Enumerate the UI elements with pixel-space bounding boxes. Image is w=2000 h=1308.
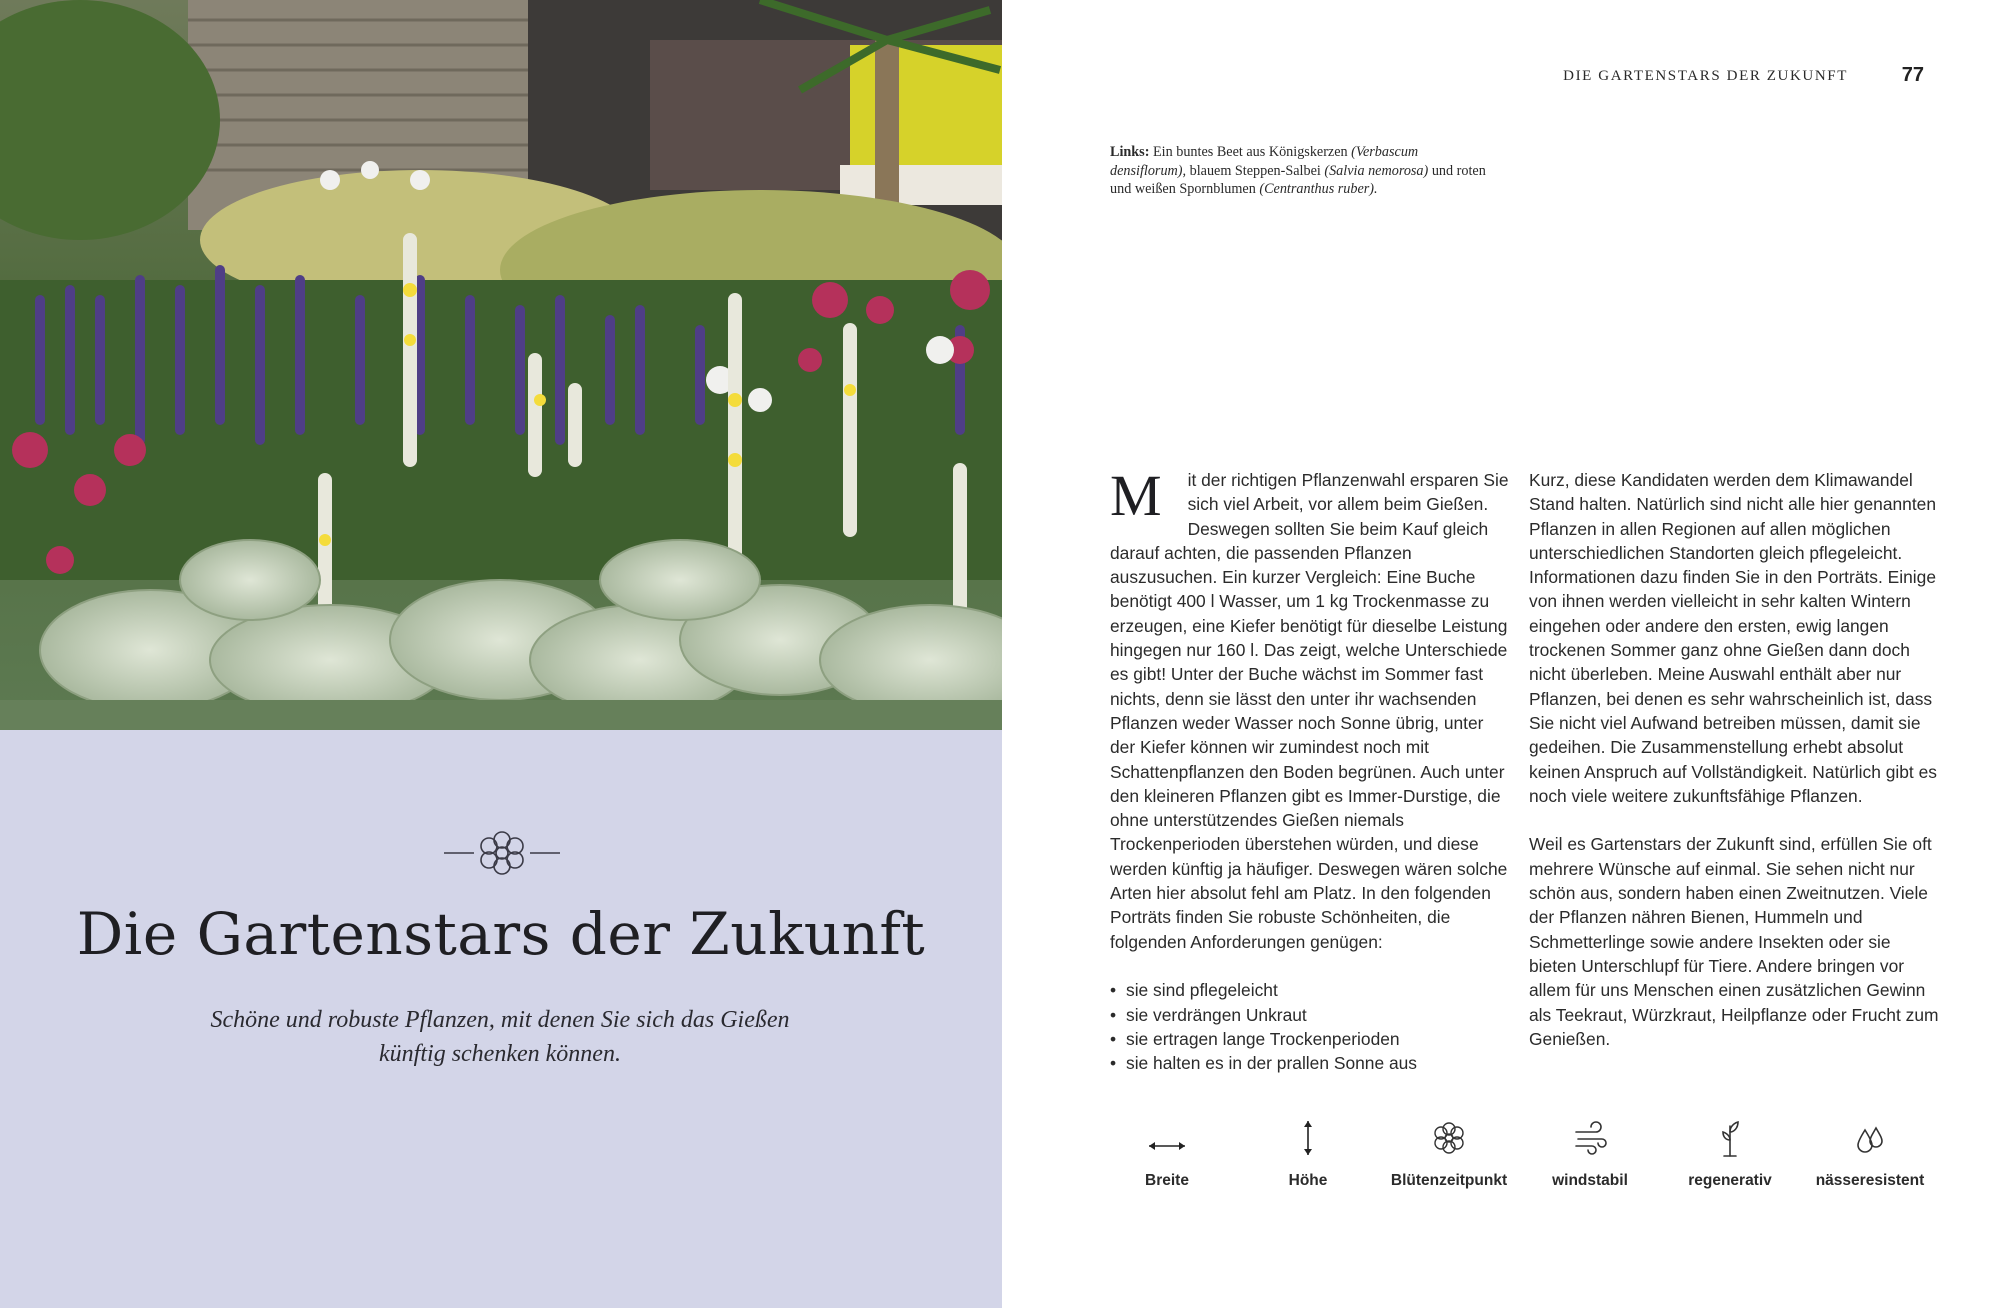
flower-icon bbox=[1427, 1118, 1471, 1158]
chapter-subtitle bbox=[150, 1003, 850, 1071]
legend-item-wet-resistant bbox=[1800, 1118, 1940, 1190]
body-paragraph-1: it der richtigen Pflanzenwahl ersparen Sie sich viel Arbeit, vor allem beim Gießen. Deswegen sollten Sie beim Kauf gleich darauf achten, die passenden Pflanzen auszusuchen. Ein kurzer Vergleich: Eine Buche benötigt 400 l Wasser, um 1 kg Trockenmasse zu erzeugen, eine Kiefer benötigt für dieselbe Leistung hingegen nur 160 l. Das zeigt, welche Unterschiede es gibt! Unter der Buche wächst im Sommer fast nichts, denn sie lässt den unter ihr wachsenden Pflanzen weder Wasser noch Sonne übrig, unter der Kiefer können wir zumindest noch mit Schattenpflanzen den Boden begrünen. Auch unter den kleineren Pflanzen gibt es Immer-Durstige, die ohne unterstützendes Gießen niemals Trockenperioden überstehen würden, und diese werden künftig ja häufiger. Deswegen wären solche Arten hier absolut fehl am Platz. In den folgenden Porträts finden Sie robuste Schönheiten, die folgenden Anforderungen genügen: bbox=[1110, 470, 1509, 952]
flower-ornament-icon bbox=[440, 825, 564, 881]
legend-label: Breite bbox=[1145, 1172, 1189, 1189]
legend-label: Höhe bbox=[1288, 1172, 1328, 1189]
legend-label: windstabil bbox=[1552, 1172, 1628, 1189]
drop-cap: M bbox=[1110, 463, 1162, 528]
legend-item-width bbox=[1097, 1118, 1237, 1190]
list-item: • sie halten es in der prallen Sonne aus bbox=[1110, 1051, 1510, 1075]
body-column-left bbox=[1110, 463, 1510, 1075]
legend-label: regenerativ bbox=[1688, 1172, 1772, 1189]
caption-text-1: Ein buntes Beet aus Königskerzen bbox=[1149, 144, 1352, 160]
list-item: • sie ertragen lange Trockenperioden bbox=[1110, 1027, 1510, 1051]
wind-icon bbox=[1568, 1118, 1612, 1158]
legend-item-regenerative bbox=[1660, 1118, 1800, 1190]
list-item: • sie verdrängen Unkraut bbox=[1110, 1003, 1510, 1027]
list-item: • sie sind pflegeleicht bbox=[1110, 978, 1510, 1002]
icon-legend bbox=[1002, 1118, 2000, 1198]
body-paragraph-3: Weil es Gartenstars der Zukunft sind, erfüllen Sie oft mehrere Wünsche auf einmal. Sie sehen nicht nur schön aus, sondern haben einen Zweitnutzen. Viele der Pflanzen nähren Bienen, Hummeln und Schmetterlinge sowie andere Insekten oder sie bieten Unterschlupf für Tiere. Andere bringen vor allem für uns Menschen einen zusätzlichen Gewinn als Teekraut, Würzkraut, Heilpflanze oder Frucht zum Genießen. bbox=[1529, 834, 1939, 1049]
height-arrow-icon bbox=[1286, 1118, 1330, 1158]
legend-item-wind bbox=[1520, 1118, 1660, 1190]
legend-label: Blütenzeitpunkt bbox=[1390, 1172, 1508, 1189]
requirements-list bbox=[1110, 978, 1510, 1075]
page-number: 77 bbox=[1901, 64, 1924, 86]
garden-photo bbox=[0, 0, 1002, 730]
chapter-title: Die Gartenstars der Zukunft bbox=[76, 900, 926, 968]
caption-text-3: und roten und weißen Spornblumen bbox=[1110, 162, 1486, 197]
right-page bbox=[1002, 0, 2000, 1308]
legend-label: nässeresistent bbox=[1815, 1172, 1925, 1189]
caption-latin-2: (Salvia nemorosa) bbox=[1324, 162, 1429, 179]
photo-caption bbox=[1110, 143, 1490, 199]
caption-latin-3: (Centranthus ruber). bbox=[1259, 181, 1378, 197]
sprout-icon bbox=[1708, 1118, 1752, 1158]
caption-label: Links: bbox=[1110, 144, 1150, 160]
running-header: DIE GARTENSTARS DER ZUKUNFT bbox=[1563, 68, 1848, 84]
body-paragraph-2: Kurz, diese Kandidaten werden dem Klimawandel Stand halten. Natürlich sind nicht alle hier genannten Pflanzen in allen Regionen auf allen möglichen unterschiedlichen Standorten gleich pflegeleicht. Informationen dazu finden Sie in den Porträts. Einige von ihnen werden vielleicht in sehr kalten Wintern eingehen oder andere den ersten, ewig langen trockenen Sommer ganz ohne Gießen dann doch nicht überleben. Meine Auswahl enthält aber nur Pflanzen, bei denen es sehr wahrscheinlich ist, dass Sie nicht viel Aufwand betreiben müssen, damit sie gedeihen. Die Zusammenstellung erhebt absolut keinen Anspruch auf Vollständigkeit. Natürlich gibt es noch viele weitere zukunftsfähige Pflanzen. bbox=[1529, 470, 1937, 806]
water-drops-icon bbox=[1848, 1118, 1892, 1158]
legend-item-height bbox=[1238, 1118, 1378, 1190]
caption-text-2: blauem Steppen-Salbei bbox=[1186, 162, 1325, 179]
width-arrow-icon bbox=[1145, 1118, 1189, 1158]
chapter-subtitle-line-1: Schöne und robuste Pflanzen, mit denen Sie sich das Gießen bbox=[210, 1007, 790, 1033]
body-column-right bbox=[1529, 468, 1939, 1051]
caption-latin-1: (Verbascum densiflorum), bbox=[1110, 144, 1419, 179]
legend-item-bloom bbox=[1379, 1118, 1519, 1190]
chapter-subtitle-line-2: künftig schenken können. bbox=[379, 1041, 621, 1067]
